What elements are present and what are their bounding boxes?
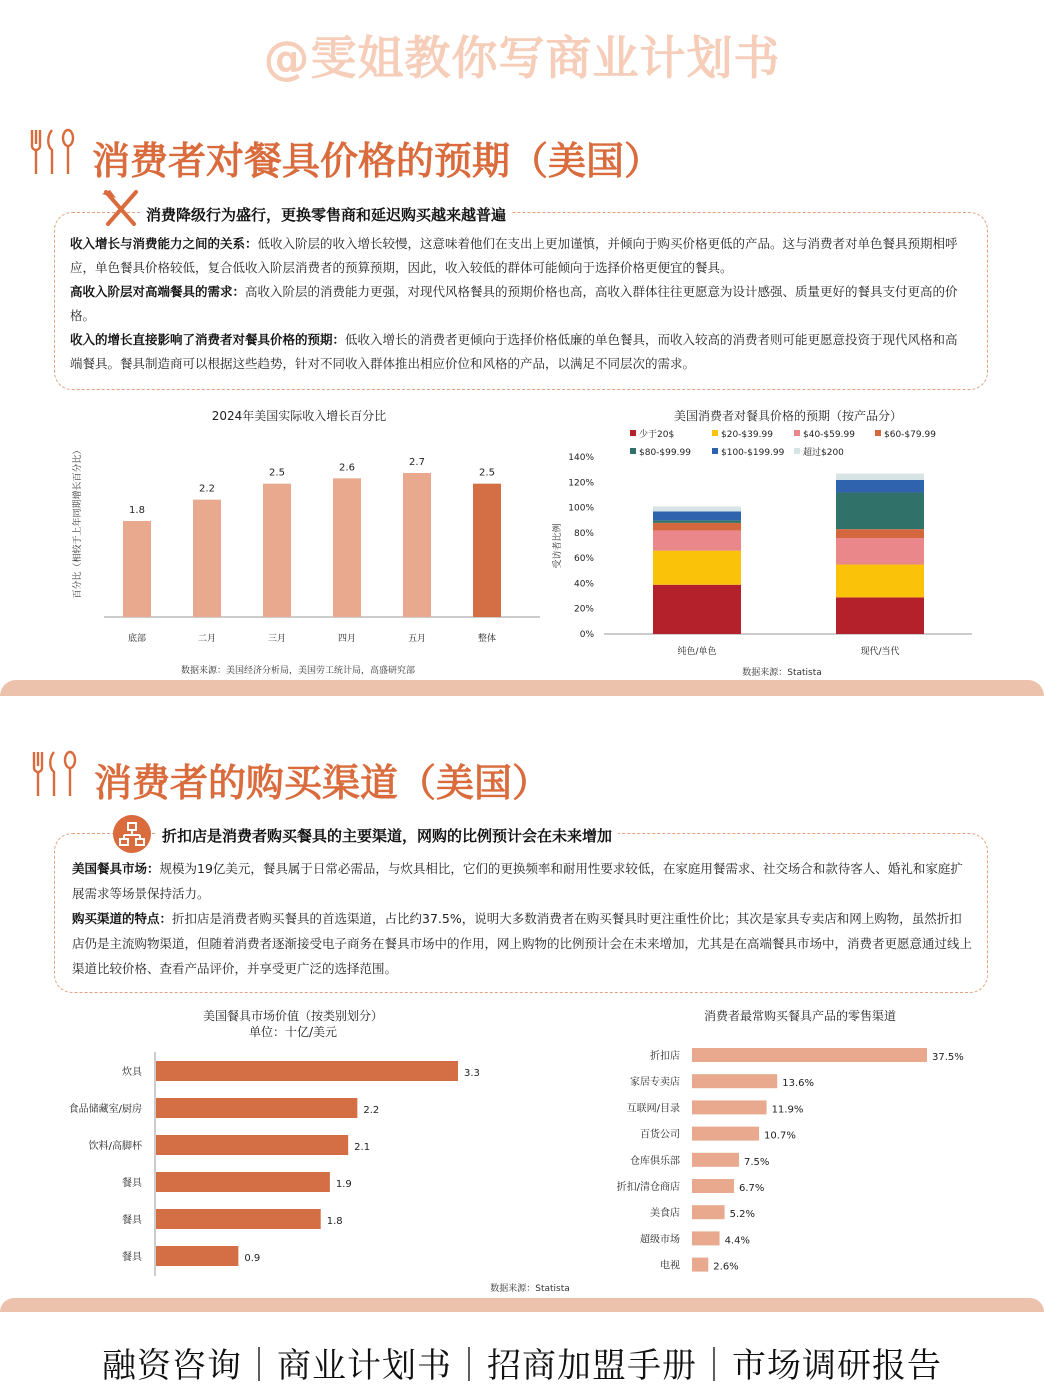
y-tick-label: 餐具 <box>122 1178 142 1189</box>
y-tick-label: 140% <box>568 453 594 464</box>
price-expectation-chart <box>548 400 998 682</box>
section1-title: 消费者对餐具价格的预期（美国） <box>92 139 663 183</box>
legend-label: $80-$99.99 <box>639 448 691 458</box>
y-tick-label: 0% <box>579 630 594 640</box>
bar-value-label: 3.3 <box>464 1068 480 1079</box>
bar-value-label: 2.2 <box>363 1105 380 1116</box>
section2-title: 消费者的购买渠道（美国） <box>94 761 551 805</box>
legend-swatch <box>794 430 800 436</box>
bar <box>692 1074 777 1088</box>
y-tick-label: 40% <box>573 579 594 590</box>
bar-value-label: 37.5% <box>932 1052 964 1063</box>
fork-knife-icon <box>100 188 144 228</box>
legend-swatch <box>630 430 636 436</box>
stack-segment <box>653 511 741 520</box>
y-tick-label: 60% <box>573 554 594 565</box>
y-tick-label: 美食店 <box>650 1208 680 1220</box>
bar-value-label: 2.1 <box>354 1142 371 1153</box>
retail-channel-chart <box>560 1004 1020 1294</box>
y-tick-label: 仓库俱乐部 <box>630 1155 680 1167</box>
chart4-source: 数据来源：Statista <box>490 1284 570 1294</box>
bar <box>473 484 501 617</box>
y-tick-label: 20% <box>573 604 594 615</box>
chart2-ylabel: 受访者比例 <box>553 523 563 569</box>
y-tick-label: 百货公司 <box>640 1129 680 1141</box>
section-divider-band <box>0 680 1044 696</box>
y-tick-label: 食品储藏室/厨房 <box>68 1104 142 1115</box>
bar <box>333 478 361 617</box>
bar <box>156 1098 357 1118</box>
chart3-title: 美国餐具市场价值（按类别划分） <box>202 1009 384 1023</box>
bar-value-label: 5.2% <box>729 1209 755 1221</box>
bar-value-label: 2.6% <box>713 1261 739 1273</box>
y-tick-label: 80% <box>573 528 594 539</box>
y-tick-label: 餐具 <box>122 1215 142 1226</box>
y-tick-label: 超级市场 <box>640 1234 680 1246</box>
section1-paragraphs <box>70 232 970 376</box>
x-tick-label: 底部 <box>127 634 147 644</box>
p1-text: 低收入阶层的收入增长较慢，这意味着他们在支出上更加谨慎，并倾向于购买价格更低的产品。这与消费者对单色餐具预期相呼应，单色餐具价格较低，复合低收入阶层消费者的预算预期，因此，收入较低的群体可能倾向于选择价格更便宜的餐具。 <box>70 236 958 275</box>
stack-segment <box>653 520 741 523</box>
legend-label: $20-$39.99 <box>721 430 773 440</box>
y-tick-label: 折扣/清仓商店 <box>616 1182 680 1193</box>
bar <box>692 1153 739 1167</box>
watermark-text: @雯姐教你写商业计划书 <box>263 31 781 85</box>
chart4-title: 消费者最常购买餐具产品的零售渠道 <box>703 1009 897 1023</box>
bar-value-label: 1.8 <box>326 1216 343 1227</box>
footer-services: 融资咨询｜商业计划书｜招商加盟手册｜市场调研报告 <box>102 1346 942 1386</box>
legend-swatch <box>794 448 800 454</box>
bar-value-label: 10.7% <box>764 1130 796 1142</box>
section1-box-heading: 消费降级行为盛行，更换零售商和延迟购买越来越普遍 <box>140 204 512 225</box>
bar <box>403 473 431 617</box>
legend-swatch <box>630 448 636 454</box>
p2-text: 高收入阶层的消费能力更强，对现代风格餐具的预期价格也高，高收入群体往往更愿意为设计感强、质量更好的餐具支付更高的价格。 <box>70 284 958 323</box>
bar <box>193 500 221 617</box>
legend-swatch <box>712 448 718 454</box>
x-tick-label: 三月 <box>267 634 287 644</box>
y-tick-label: 家居专卖店 <box>630 1077 680 1089</box>
chart2-source: 数据来源：Statista <box>742 668 822 678</box>
stack-segment <box>653 506 741 511</box>
chart1-source: 数据来源：美国经济分析局，美国劳工统计局，高盛研究部 <box>180 666 416 676</box>
x-tick-label: 五月 <box>407 634 427 644</box>
p2-label: 购买渠道的特点： <box>72 911 173 926</box>
section1-p1 <box>70 232 970 280</box>
stack-segment <box>836 565 924 598</box>
stack-segment <box>836 529 924 538</box>
x-tick-label: 现代/当代 <box>860 647 900 657</box>
stack-segment <box>836 538 924 565</box>
p3-text: 低收入增长的消费者更倾向于选择价格低廉的单色餐具，而收入较高的消费者则可能更愿意投资于现代风格和高端餐具。餐具制造商可以根据这些趋势，针对不同收入群体推出相应价位和风格的产品，以满足不同层次的需求。 <box>70 332 958 371</box>
stack-segment <box>653 530 741 550</box>
p1-label: 收入增长与消费能力之间的关系： <box>70 236 258 251</box>
bar-value-label: 6.7% <box>738 1183 765 1194</box>
bar <box>692 1127 759 1141</box>
bar-value-label: 2.6 <box>339 462 355 474</box>
bar-value-label: 2.5 <box>269 467 285 479</box>
x-tick-label: 四月 <box>337 634 357 644</box>
section1-p3 <box>70 328 970 376</box>
bar <box>692 1179 734 1193</box>
section1-p2 <box>70 280 970 328</box>
bar-value-label: 7.5% <box>744 1156 770 1168</box>
bar-value-label: 2.7 <box>409 457 425 468</box>
bar <box>123 521 151 617</box>
stack-segment <box>836 480 924 493</box>
bar-value-label: 2.5 <box>479 467 495 479</box>
bar <box>692 1048 927 1062</box>
legend-swatch <box>875 430 881 436</box>
bar <box>692 1258 708 1272</box>
y-tick-label: 炊具 <box>122 1067 142 1078</box>
p2-text: 折扣店是消费者购买餐具的首选渠道，占比约37.5%，说明大多数消费者在购买餐具时更注重性价比；其次是家具专卖店和网上购物，虽然折扣店仍是主流购物渠道，但随着消费者逐渐接受电子商务在餐具市场中的作用，网上购物的比例预计会在未来增加，尤其是在高端餐具市场中，消费者更愿意通过线上渠道比较价格、查看产品评价，并享受更广泛的选择范围。 <box>72 911 973 976</box>
utensils-icon <box>28 750 78 800</box>
y-tick-label: 饮料/高脚杯 <box>88 1141 142 1152</box>
x-tick-label: 纯色/单色 <box>677 647 717 657</box>
income-growth-chart <box>40 400 540 682</box>
stack-segment <box>653 523 741 531</box>
bar <box>692 1100 767 1114</box>
y-tick-label: 互联网/目录 <box>626 1103 680 1115</box>
y-tick-label: 电视 <box>660 1260 680 1272</box>
section2-paragraphs <box>72 856 972 981</box>
market-value-chart <box>40 1004 540 1294</box>
bar-value-label: 2.2 <box>199 483 215 495</box>
p1-text: 规模为19亿美元，餐具属于日常必需品，与炊具相比，它们的更换频率和耐用性要求较低，在家庭用餐需求、社交场合和款待客人、婚礼和家庭扩展需求等场景保持活力。 <box>72 861 963 901</box>
stack-segment <box>836 474 924 480</box>
bar-value-label: 11.9% <box>771 1104 804 1116</box>
legend-label: 超过$200 <box>803 448 844 458</box>
stack-segment <box>653 551 741 585</box>
chart1-title: 2024年美国实际收入增长百分比 <box>211 409 387 423</box>
bar <box>692 1231 720 1245</box>
y-tick-label: 折扣店 <box>650 1051 680 1062</box>
legend-label: $100-$199.99 <box>721 448 785 458</box>
chart2-title: 美国消费者对餐具价格的预期（按产品分） <box>673 409 903 423</box>
stack-segment <box>836 597 924 634</box>
chart1-ylabel: 百分比（相较于上年同期增长百分比） <box>73 445 83 599</box>
bar <box>156 1246 238 1266</box>
bar-value-label: 4.4% <box>724 1235 750 1247</box>
p3-label: 收入的增长直接影响了消费者对餐具价格的预期： <box>70 332 346 347</box>
stack-segment <box>653 585 741 634</box>
section2-p2 <box>72 906 972 981</box>
bar-value-label: 13.6% <box>782 1078 815 1090</box>
p2-label: 高收入阶层对高端餐具的需求： <box>70 284 246 299</box>
p1-label: 美国餐具市场： <box>72 861 160 876</box>
x-tick-label: 整体 <box>477 634 497 644</box>
bar <box>156 1135 348 1155</box>
bar-value-label: 0.9 <box>244 1253 261 1264</box>
section2-p1 <box>72 856 972 906</box>
stack-segment <box>836 493 924 530</box>
footer-band <box>0 1298 1044 1312</box>
bar-value-label: 1.8 <box>129 505 145 516</box>
bar <box>263 484 291 617</box>
legend-label: 少于20$ <box>639 430 675 440</box>
section2-box-heading: 折扣店是消费者购买餐具的主要渠道，网购的比例预计会在未来增加 <box>156 825 618 846</box>
legend-swatch <box>712 430 718 436</box>
bar <box>156 1172 330 1192</box>
y-tick-label: 餐具 <box>122 1252 142 1263</box>
legend-label: $40-$59.99 <box>803 430 855 440</box>
y-tick-label: 100% <box>568 503 594 514</box>
bar-value-label: 1.9 <box>335 1179 352 1190</box>
bar <box>692 1205 725 1219</box>
bar <box>156 1061 458 1081</box>
bar <box>156 1209 321 1229</box>
chart3-subtitle: 单位：十亿/美元 <box>248 1025 338 1039</box>
legend-label: $60-$79.99 <box>884 430 936 440</box>
y-tick-label: 120% <box>568 478 594 489</box>
x-tick-label: 二月 <box>197 634 217 644</box>
store-network-icon <box>112 814 152 854</box>
utensils-icon <box>26 128 76 178</box>
